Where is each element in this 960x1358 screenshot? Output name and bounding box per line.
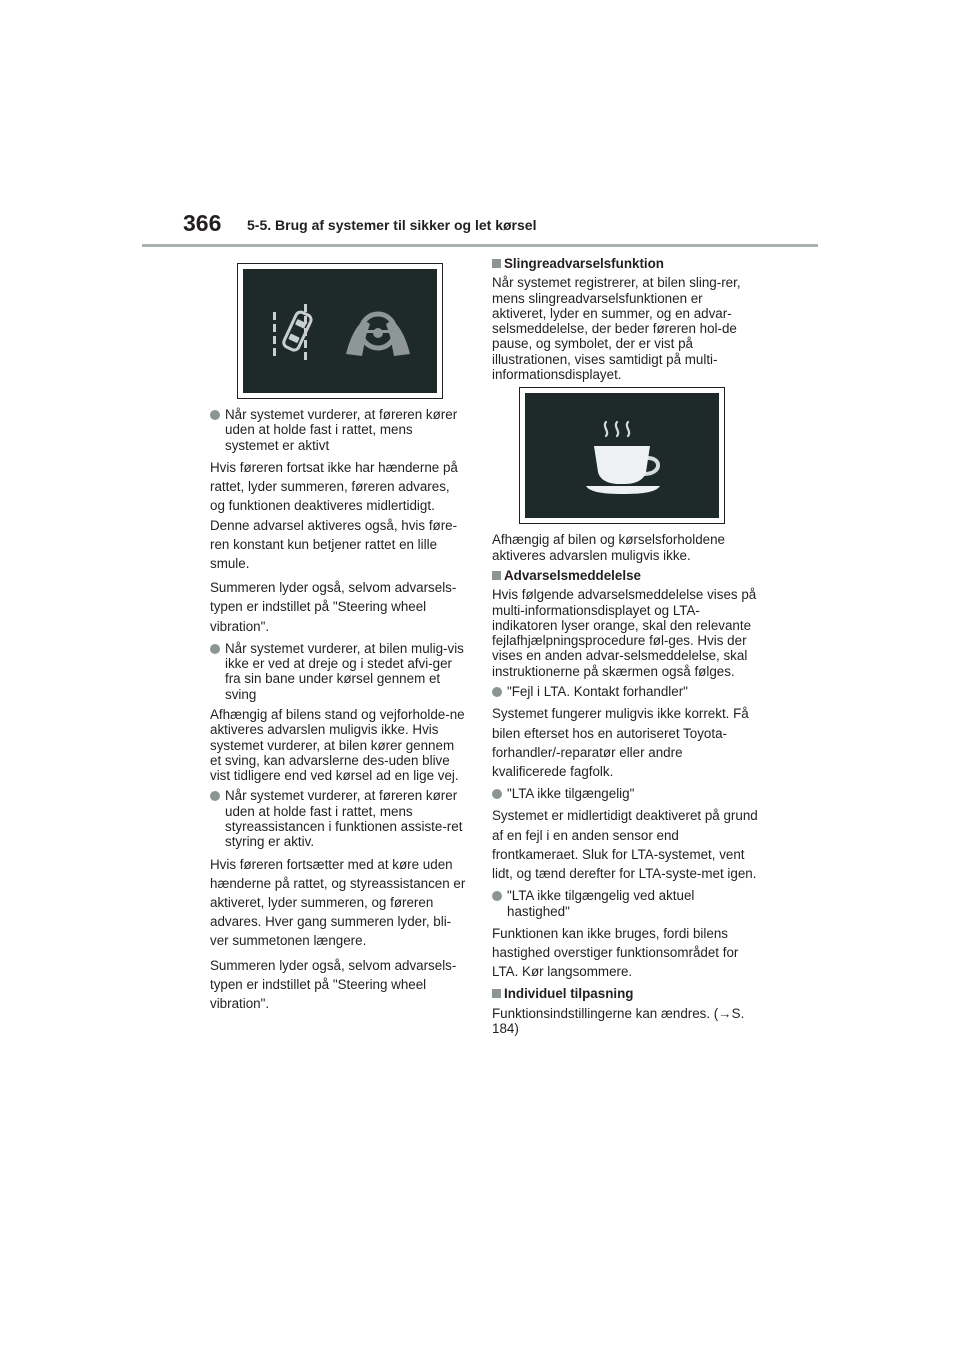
square-bullet-icon xyxy=(492,259,501,268)
lane-departure-car-icon xyxy=(273,304,313,360)
warning-condition-1: Når systemet vurderer, at føreren kører uden at holde fast i rattet, mens systemet er aktivt xyxy=(210,407,468,453)
square-bullet-icon xyxy=(492,571,501,580)
warning-condition-2: Når systemet vurderer, at bilen mulig-vis ikke er ved at dreje og i stedet afvi-ger fra sin bane under kørsel gennem et sving xyxy=(210,641,468,702)
right-column xyxy=(492,256,760,1041)
page-reference: Funktionsindstillingerne kan ændres. (→S. 184) xyxy=(492,1005,745,1037)
section-heading: Advarselsmeddelelse xyxy=(492,568,760,583)
coffee-cup-icon xyxy=(520,388,726,525)
bullet-icon xyxy=(492,891,502,901)
hands-on-steering-wheel-icon xyxy=(346,314,410,356)
square-bullet-icon xyxy=(492,989,501,998)
paragraph: Afhængig af bilens stand og vejforholde-ne aktiveres advarslen muligvis ikke. Hvis systemet vurderer, at bilen kører gennem et sving, kan advarslerne des-uden blive vist tidligere end ved kørsel ad en lige vej. xyxy=(210,706,465,784)
lane-warning-figure xyxy=(237,263,443,399)
paragraph: Hvis føreren fortsat ikke har hænderne på rattet, lyder summeren, føreren advares, og funktionen deaktiveres midlertidigt. Denne advarsel aktiveres også, hvis føre-ren konstant kun betjener rattet en lille smule. xyxy=(210,459,458,571)
warning-message-1: "Fejl i LTA. Kontakt forhandler" xyxy=(492,684,760,699)
sway-warning-figure xyxy=(519,387,725,524)
warning-message-3: "LTA ikke tilgængelig ved aktuel hastighed" xyxy=(492,888,760,919)
lane-warning-illustration xyxy=(238,264,444,400)
paragraph: Når systemet registrerer, at bilen sling-rer, mens slingreadvarselsfunktionen er aktiveret, lyder en summer, og en advar-selsmeddelelse, der beder føreren hol-de pause, og symbolet, der er vist på illustrationen, vises samtidigt på multi-informationsdisplayet. xyxy=(492,275,741,383)
paragraph: Hvis følgende advarselsmeddelelse vises på multi-informationsdisplayet og LTA-indikatoren lyser orange, skal den relevante fejlafhjælpningsprocedure føl-ges. Hvis der vises en anden advar-selsmeddelelse, skal instruktionerne på skærmen også følges. xyxy=(492,587,757,679)
warning-condition-3: Når systemet vurderer, at føreren kører uden at holde fast i rattet, mens styreassistancen i funktionen assiste-ret styring er aktiv. xyxy=(210,788,468,849)
bullet-icon xyxy=(210,791,220,801)
paragraph: Hvis føreren fortsætter med at køre uden hænderne på rattet, og styreassistancen er aktiveret, lyder summeren, og føreren advares. Hver gang summeren lyder, bli-ver summetonen længere. xyxy=(210,856,466,949)
paragraph: Afhængig af bilen og kørselsforholdene aktiveres advarslen muligvis ikke. xyxy=(492,532,725,563)
paragraph: Summeren lyder også, selvom advarsels-typen er indstillet på "Steering wheel vibration". xyxy=(210,580,457,634)
section-title: 5-5. Brug af systemer til sikker og let kørsel xyxy=(247,217,537,233)
warning-message-2: "LTA ikke tilgængelig" xyxy=(492,786,760,801)
bullet-icon xyxy=(210,644,220,654)
header-divider xyxy=(142,244,818,247)
page-number: 366 xyxy=(183,210,222,236)
paragraph: Systemet fungerer muligvis ikke korrekt. Få bilen efterset hos en autoriseret Toyota-forhandler/-reparatør eller andre kvalificerede fagfolk. xyxy=(492,706,749,779)
section-heading: Slingreadvarselsfunktion xyxy=(492,256,760,271)
left-column xyxy=(210,263,468,1018)
bullet-icon xyxy=(492,687,502,697)
bullet-icon xyxy=(210,410,220,420)
paragraph: Summeren lyder også, selvom advarsels-typen er indstillet på "Steering wheel vibration". xyxy=(210,957,457,1011)
section-heading: Individuel tilpasning xyxy=(492,986,760,1001)
paragraph: Systemet er midlertidigt deaktiveret på grund af en fejl i en anden sensor end frontkameraet. Sluk for LTA-systemet, vent lidt, og tænd derefter for LTA-syste-met igen. xyxy=(492,808,758,882)
bullet-icon xyxy=(492,789,502,799)
paragraph: Funktionen kan ikke bruges, fordi bilens hastighed overstiger funktionsområdet for LTA. Kør langsommere. xyxy=(492,925,739,980)
